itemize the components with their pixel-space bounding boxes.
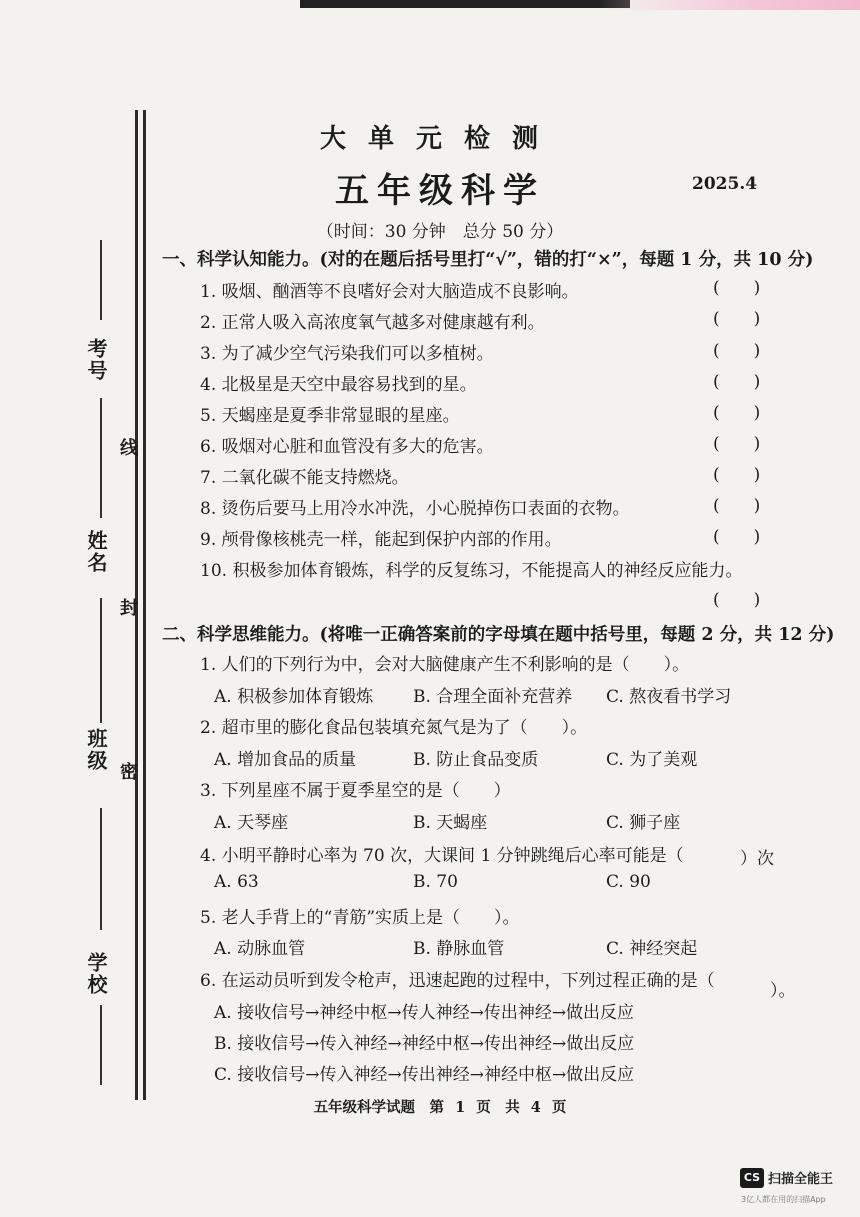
s2-q2-option-b[interactable]: B. 防止食品变质 — [413, 750, 539, 770]
s1-question-5: 5. 天蝎座是夏季非常显眼的星座。 — [200, 406, 460, 426]
seal-char-mi: 密 — [117, 762, 138, 780]
s2-q6-suffix: ）。 — [770, 981, 796, 1001]
s1-answer-4[interactable]: ( ) — [713, 372, 761, 392]
s2-question-6: 6. 在运动员听到发令枪声，迅速起跑的过程中，下列过程正确的是（ — [200, 971, 715, 991]
scan-top-tint — [600, 0, 860, 10]
s2-q3-option-c[interactable]: C. 狮子座 — [606, 813, 681, 833]
seal-char-feng: 封 — [117, 598, 138, 616]
s1-question-7: 7. 二氧化碳不能支持燃烧。 — [200, 468, 409, 488]
camscanner-name: 扫描全能王 — [768, 1172, 834, 1187]
s2-q2-option-a[interactable]: A. 增加食品的质量 — [214, 750, 357, 770]
s2-q4-option-b[interactable]: B. 70 — [413, 872, 458, 892]
exam-date: 2025.4 — [692, 174, 758, 194]
s1-answer-8[interactable]: ( ) — [713, 496, 761, 516]
s1-question-10: 10. 积极参加体育锻炼，科学的反复练习，不能提高人的神经反应能力。 — [200, 561, 743, 581]
section1-heading: 一、科学认知能力。(对的在题后括号里打“√”，错的打“×”，每题 1 分，共 10 分) — [162, 250, 814, 270]
s2-q2-option-c[interactable]: C. 为了美观 — [606, 750, 698, 770]
s2-question-1: 1. 人们的下列行为中，会对大脑健康产生不利影响的是（ ）。 — [200, 655, 690, 675]
s1-answer-10[interactable]: ( ) — [713, 590, 761, 610]
exam-no-label: 考号 — [84, 338, 108, 382]
s2-question-2: 2. 超市里的膨化食品包装填充氮气是为了（ ）。 — [200, 718, 588, 738]
s1-question-3: 3. 为了减少空气污染我们可以多植树。 — [200, 344, 494, 364]
school-line — [100, 1005, 102, 1085]
s1-answer-7[interactable]: ( ) — [713, 465, 761, 485]
s1-question-8: 8. 烫伤后要马上用冷水冲洗，小心脱掉伤口表面的衣物。 — [200, 499, 630, 519]
s1-question-9: 9. 颅骨像核桃壳一样，能起到保护内部的作用。 — [200, 530, 562, 550]
s1-question-2: 2. 正常人吸入高浓度氧气越多对健康越有利。 — [200, 313, 545, 333]
name-line — [100, 598, 102, 723]
school-label: 学校 — [84, 952, 108, 996]
s2-q5-option-c[interactable]: C. 神经突起 — [606, 939, 698, 959]
s2-q6-option-c[interactable]: C. 接收信号→传入神经→传出神经→神经中枢→做出反应 — [214, 1065, 635, 1085]
s2-q3-option-b[interactable]: B. 天蝎座 — [413, 813, 488, 833]
s2-q6-option-a[interactable]: A. 接收信号→神经中枢→传人神经→传出神经→做出反应 — [214, 1003, 635, 1023]
s2-q6-option-b[interactable]: B. 接收信号→传入神经→神经中枢→传出神经→做出反应 — [214, 1034, 635, 1054]
s1-question-1: 1. 吸烟、酗酒等不良嗜好会对大脑造成不良影响。 — [200, 282, 579, 302]
s2-question-3: 3. 下列星座不属于夏季星空的是（ ） — [200, 781, 511, 801]
s1-question-6: 6. 吸烟对心脏和血管没有多大的危害。 — [200, 437, 494, 457]
s2-q5-option-b[interactable]: B. 静脉血管 — [413, 939, 505, 959]
s2-q4-option-a[interactable]: A. 63 — [214, 872, 259, 892]
page-footer: 五年级科学试题 第 1 页 共 4 页 — [313, 1099, 567, 1116]
s2-question-4: 4. 小明平静时心率为 70 次，大课间 1 分钟跳绳后心率可能是（ — [200, 846, 684, 866]
s2-q5-option-a[interactable]: A. 动脉血管 — [214, 939, 306, 959]
name-label: 姓名 — [84, 530, 108, 574]
s2-question-5: 5. 老人手背上的“青筋”实质上是（ ）。 — [200, 908, 520, 928]
seal-char-xian: 线 — [117, 438, 138, 456]
exam-no-line — [100, 398, 102, 518]
s1-answer-2[interactable]: ( ) — [713, 309, 761, 329]
s2-q1-option-a[interactable]: A. 积极参加体育锻炼 — [214, 687, 374, 707]
unit-title: 大单元检测 — [319, 124, 560, 154]
s1-answer-3[interactable]: ( ) — [713, 341, 761, 361]
s1-question-4: 4. 北极星是天空中最容易找到的星。 — [200, 375, 477, 395]
scan-top-edge — [300, 0, 630, 8]
s2-q4-option-c[interactable]: C. 90 — [606, 872, 651, 892]
s2-q1-option-c[interactable]: C. 熬夜看书学习 — [606, 687, 732, 707]
s1-answer-5[interactable]: ( ) — [713, 403, 761, 423]
page-title: 五年级科学 — [335, 171, 545, 211]
time-info: （时间：30 分钟 总分 50 分） — [316, 222, 564, 242]
binding-rule-outer — [143, 110, 146, 1100]
s1-answer-6[interactable]: ( ) — [713, 434, 761, 454]
section2-heading: 二、科学思维能力。(将唯一正确答案前的字母填在题中括号里，每题 2 分，共 12 分) — [162, 625, 835, 645]
camscanner-logo-icon: CS — [740, 1168, 764, 1188]
s1-answer-1[interactable]: ( ) — [713, 278, 761, 298]
class-label: 班级 — [84, 728, 108, 772]
exam-no-line-top — [100, 240, 102, 320]
camscanner-tagline: 3亿人都在用的扫描App — [741, 1195, 826, 1204]
s1-answer-9[interactable]: ( ) — [713, 527, 761, 547]
s2-q1-option-b[interactable]: B. 合理全面补充营养 — [413, 687, 573, 707]
s2-q4-suffix: ）次 — [740, 849, 774, 869]
class-line — [100, 808, 102, 930]
s2-q3-option-a[interactable]: A. 天琴座 — [214, 813, 289, 833]
